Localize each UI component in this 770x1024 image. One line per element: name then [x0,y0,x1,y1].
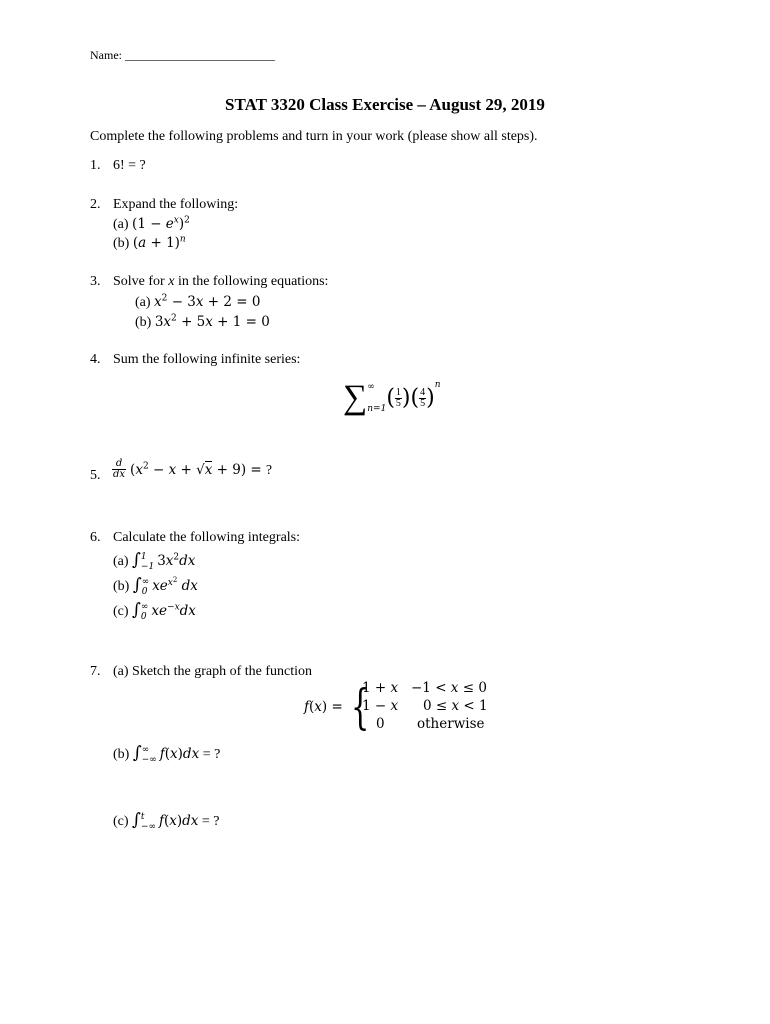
problem-2b [113,234,186,253]
name-blank-line: _________________________ [125,48,275,62]
problem-1 [90,157,101,175]
series-lower: n=1 [367,404,387,414]
expression: $(1 - e^x)^2$ [132,215,190,232]
problem-3-text: Solve for x in the following equations: [113,274,329,289]
part-label: (c) [113,604,129,619]
sigma-symbol: ∑ [343,379,368,416]
part-label: (b) [113,747,130,762]
problem-2a [113,215,190,234]
integral: ∫ t −∞ f(x)dx [132,810,199,832]
derivative-argument: $(x^2 - x + √x + 9)$ = ? [130,461,273,478]
part-label: (b) [135,315,152,330]
problem-number: 1. [90,158,101,173]
problem-7c [113,811,220,832]
problem-1-text: 6! = ? [113,158,146,173]
problem-2-text: Expand the following: [113,197,239,212]
expression: $(a + 1)^n$ [132,234,186,251]
integral: ∫ ∞ 0 $xe^{x^2}$ dx [132,575,198,597]
problem-3a [135,293,260,312]
integral: ∫ ∞ 0 $xe^{-x}dx$ [132,600,196,622]
part-label: (c) [113,814,129,829]
name-label: Name: [90,48,122,62]
fraction-2: $\frac{4}{5}$ [420,386,426,409]
problem-2-number: 2. [90,197,101,212]
integral: ∫ 1 −1 $3x^2dx$ [132,550,196,572]
problem-3-number: 3. [90,274,101,289]
series-upper: ∞ [367,382,375,392]
problem-4-text: Sum the following infinite series: [113,352,301,367]
problem-7b [113,744,220,765]
problem-6b [113,576,198,597]
equals-question: = ? [202,747,221,762]
equation: $x^2 - 3x + 2 = 0$ [154,293,261,310]
problem-6-number: 6. [90,530,101,545]
series-exponent: n [434,380,441,391]
instructions: Complete the following problems and turn in your work (please show all steps). [90,129,538,144]
derivative-expression [112,459,272,480]
problem-4-number: 4. [90,352,101,367]
series-expression: ∑ ∞ n=1 ( $\frac{1}{5}$ )( $\frac{4}{5}$ )$^n$ [343,379,441,416]
page-title: STAT 3320 Class Exercise – August 29, 2019 [225,95,545,114]
integral: ∫ ∞ −∞ f(x)dx [132,743,200,765]
part-label: (b) [113,579,130,594]
part-label: (a) [135,295,151,310]
problem-5-number: 5. [90,468,101,483]
equation: $3x^2 + 5x + 1 = 0$ [154,313,270,330]
otherwise-label: otherwise [417,716,485,732]
problem-7-number: 7. [90,664,101,679]
part-label: (b) [113,236,130,251]
problem-6a [113,551,195,572]
derivative-operator: $\frac{d}{dx}$ [113,458,126,480]
piecewise-lhs: f(x) = [304,699,343,715]
part-label: (a) [113,217,129,232]
problem-7-text: (a) Sketch the graph of the function [113,664,313,679]
equals-question: = ? [201,814,220,829]
name-field [90,46,275,64]
piecewise-brace: { [351,679,370,735]
part-label: (a) [113,554,129,569]
problem-3b [135,313,270,332]
fraction-1: $\frac{1}{5}$ [395,386,401,409]
problem-6c [113,601,196,622]
problem-6-text: Calculate the following integrals: [113,530,301,545]
